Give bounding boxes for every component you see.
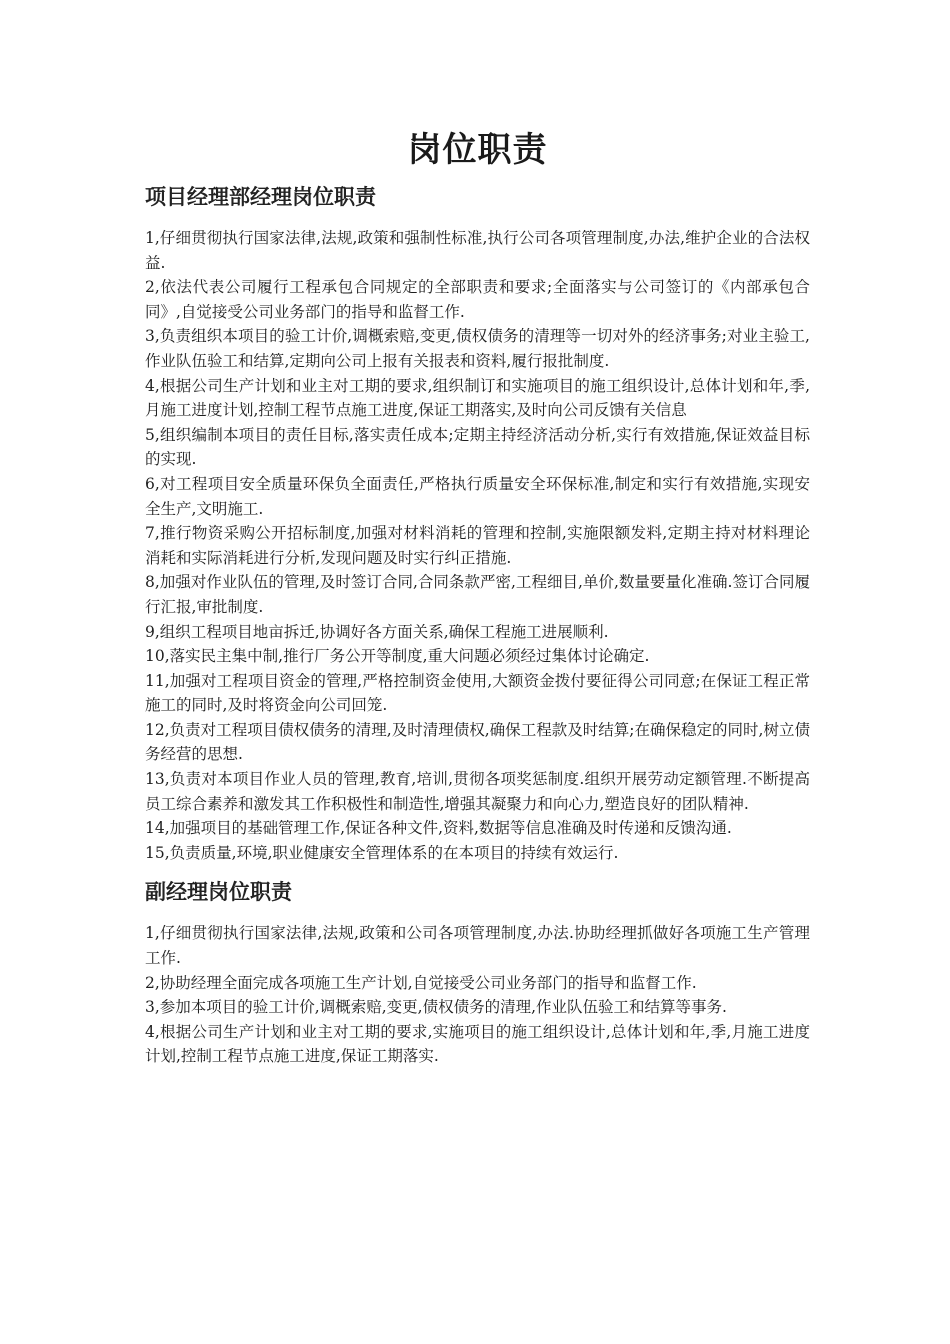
duty-item: 8,加强对作业队伍的管理,及时签订合同,合同条款严密,工程细目,单价,数量要量化准确.签订合同履行汇报,审批制度. bbox=[145, 573, 810, 616]
duty-item: 12,负责对工程项目债权债务的清理,及时清理债权,确保工程款及时结算;在确保稳定的同时,树立债务经营的思想. bbox=[145, 720, 810, 764]
section-heading-deputy-manager: 副经理岗位职责 bbox=[145, 880, 292, 905]
duty-item: 7,推行物资采购公开招标制度,加强对材料消耗的管理和控制,实施限额发料,定期主持对材料理论消耗和实际消耗进行分析,发现问题及时实行纠正措施. bbox=[145, 524, 810, 567]
duty-item: 15,负责质量,环境,职业健康安全管理体系的在本项目的持续有效运行. bbox=[145, 843, 619, 862]
duty-item: 3,负责组织本项目的验工计价,调概索赔,变更,债权债务的清理等一切对外的经济事务;对业主验工,作业队伍验工和结算,定期向公司上报有关报表和资料,履行报批制度. bbox=[145, 327, 810, 370]
section-deputy-manager-duties bbox=[145, 921, 810, 1069]
duty-item: 4,根据公司生产计划和业主对工期的要求,实施项目的施工组织设计,总体计划和年,季,月施工进度计划,控制工程节点施工进度,保证工期落实. bbox=[145, 1022, 810, 1066]
duty-item: 4,根据公司生产计划和业主对工期的要求,组织制订和实施项目的施工组织设计,总体计划和年,季,月施工进度计划,控制工程节点施工进度,保证工期落实,及时向公司反馈有关信息 bbox=[145, 376, 810, 420]
document-title: 岗位职责 bbox=[407, 130, 548, 170]
section-heading-manager: 项目经理部经理岗位职责 bbox=[145, 185, 376, 209]
duty-item: 6,对工程项目安全质量环保负全面责任,严格执行质量安全环保标准,制定和实行有效措施,实现安全生产,文明施工. bbox=[145, 474, 810, 518]
duty-item: 2,协助经理全面完成各项施工生产计划,自觉接受公司业务部门的指导和监督工作. bbox=[145, 973, 697, 992]
duty-item: 10,落实民主集中制,推行厂务公开等制度,重大问题必须经过集体讨论确定. bbox=[145, 647, 650, 666]
document-page bbox=[145, 128, 810, 1069]
duty-item: 3,参加本项目的验工计价,调概索赔,变更,债权债务的清理,作业队伍验工和结算等事务. bbox=[145, 998, 727, 1017]
duty-item: 1,仔细贯彻执行国家法律,法规,政策和公司各项管理制度,办法.协助经理抓做好各项施工生产管理工作. bbox=[145, 924, 810, 968]
duty-item: 13,负责对本项目作业人员的管理,教育,培训,贯彻各项奖惩制度.组织开展劳动定额管理.不断提高员工综合素养和激发其工作积极性和制造性,增强其凝聚力和向心力,塑造良好的团队精神. bbox=[145, 770, 810, 813]
duty-item: 9,组织工程项目地亩拆迁,协调好各方面关系,确保工程施工进展顺利. bbox=[145, 622, 609, 641]
section-manager-duties bbox=[145, 226, 810, 865]
duty-item: 14,加强项目的基础管理工作,保证各种文件,资料,数据等信息准确及时传递和反馈沟通. bbox=[145, 819, 732, 838]
duty-item: 2,依法代表公司履行工程承包合同规定的全部职责和要求;全面落实与公司签订的《内部承包合同》,自觉接受公司业务部门的指导和监督工作. bbox=[145, 278, 810, 321]
duty-item: 11,加强对工程项目资金的管理,严格控制资金使用,大额资金拨付要征得公司同意;在保证工程正常施工的同时,及时将资金向公司回笼. bbox=[145, 671, 810, 715]
duty-item: 5,组织编制本项目的责任目标,落实责任成本;定期主持经济活动分析,实行有效措施,保证效益目标的实现. bbox=[145, 425, 810, 469]
duty-item: 1,仔细贯彻执行国家法律,法规,政策和强制性标准,执行公司各项管理制度,办法,维护企业的合法权益. bbox=[145, 229, 810, 272]
